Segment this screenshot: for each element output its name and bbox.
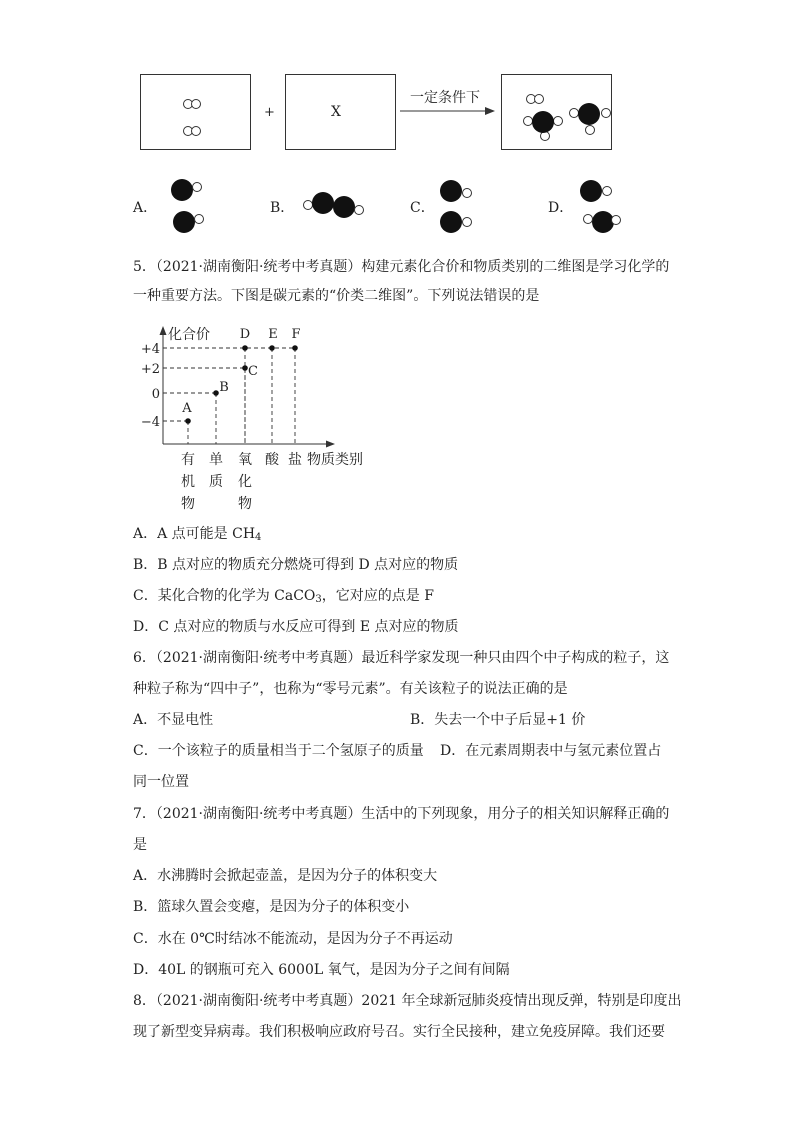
- q5-option-b: B．B 点对应的物质充分燃烧可得到 D 点对应的物质: [133, 557, 459, 573]
- q7-stem-line2: 是: [133, 837, 147, 853]
- x-tick-label: 有: [181, 452, 195, 468]
- data-point-e: [269, 345, 275, 351]
- q7-option-d: D．40L 的钢瓶可充入 6000L 氧气，是因为分子之间有间隔: [133, 962, 510, 978]
- point-label-d: D: [239, 327, 251, 342]
- option-a-molecule-icon: [158, 176, 208, 238]
- q7-stem-line1: 7．（2021·湖南衡阳·统考中考真题）生活中的下列现象，用分子的相关知识解释正确的: [133, 806, 670, 822]
- q5-option-c: [133, 586, 434, 610]
- x-tick-label: 质: [209, 474, 223, 490]
- q5-option-a-subscript: 4: [255, 532, 262, 543]
- option-b-molecule-icon: [302, 189, 368, 221]
- q5-option-c-tail: ，它对应的点是 F: [321, 588, 434, 604]
- q5-option-a: [133, 524, 261, 548]
- point-label-a: A: [182, 401, 192, 416]
- q5-option-c-subscript: 3: [315, 594, 322, 605]
- product-molecules-icon: [502, 75, 611, 149]
- reaction-arrow-icon: [399, 105, 497, 117]
- y-axis-label: 化合价: [168, 327, 210, 343]
- x-tick-label: 氧: [238, 452, 252, 468]
- y-tick-label: 0: [151, 387, 160, 402]
- q6-option-a: A．不显电性: [133, 712, 214, 728]
- y-axis-arrow: [160, 326, 167, 335]
- q8-stem-line2: 现了新型变异病毒。我们积极响应政府号召。实行全民接种，建立免疫屏障。我们还要: [133, 1024, 665, 1040]
- point-label-c: C: [248, 364, 258, 379]
- q6-stem-line2: 种粒子称为“四中子”，也称为“零号元素”。有关该粒子的说法正确的是: [133, 681, 568, 697]
- x-tick-label: 物: [181, 496, 195, 512]
- x-axis-arrow: [326, 441, 335, 448]
- q6-option-d-line1: D．在元素周期表中与氢元素位置占: [440, 743, 662, 759]
- q7-option-b: B．篮球久置会变瘪，是因为分子的体积变小: [133, 899, 410, 915]
- option-c-molecule-icon: [438, 178, 478, 238]
- point-label-e: E: [268, 327, 278, 342]
- x-tick-label: 单: [209, 452, 223, 468]
- point-label-b: B: [219, 380, 229, 395]
- x-tick-label: 盐: [288, 452, 302, 468]
- q4-option-a-label: A．: [133, 200, 158, 216]
- hydrogen-molecules-icon: [141, 75, 250, 149]
- reaction-condition: 一定条件下: [410, 90, 480, 106]
- data-point-d: [242, 345, 248, 351]
- plus-sign: +: [264, 105, 275, 120]
- q4-option-b-label: B．: [270, 200, 295, 216]
- x-tick-label: 物: [238, 496, 252, 512]
- q5-stem-line2: 一种重要方法。下图是碳元素的“价类二维图”。下列说法错误的是: [133, 288, 540, 304]
- product-box: [501, 74, 612, 150]
- q5-stem-line1: 5．（2021·湖南衡阳·统考中考真题）构建元素化合价和物质类别的二维图是学习化学的: [133, 259, 670, 275]
- q4-option-c-label: C．: [410, 200, 435, 216]
- y-tick-label: −4: [140, 415, 160, 430]
- reactant-box-1: [140, 74, 251, 150]
- x-label: X: [331, 104, 341, 120]
- point-label-f: F: [291, 327, 301, 342]
- q6-option-d-line2: 同一位置: [133, 774, 189, 790]
- data-point-f: [292, 345, 298, 351]
- data-point-c: [242, 365, 248, 371]
- reactant-box-x: [285, 74, 396, 150]
- q6-option-b: B．失去一个中子后显+1 价: [410, 712, 586, 728]
- q6-option-c: C．一个该粒子的质量相当于二个氢原子的质量: [133, 743, 424, 759]
- q7-option-a: A．水沸腾时会掀起壶盖，是因为分子的体积变大: [133, 868, 438, 884]
- q6-stem-line1: 6．（2021·湖南衡阳·统考中考真题）最近科学家发现一种只由四个中子构成的粒子，这: [133, 650, 670, 666]
- x-tick-label: 机: [181, 474, 195, 490]
- q8-stem-line1: 8．（2021·湖南衡阳·统考中考真题）2021 年全球新冠肺炎疫情出现反弹，特别是印度出: [133, 993, 682, 1009]
- data-point-b: [213, 390, 219, 396]
- option-d-molecule-icon: [576, 176, 622, 238]
- x-tick-label: 化: [238, 474, 252, 490]
- q4-option-d-label: D．: [548, 200, 574, 216]
- valence-class-chart: [130, 318, 380, 513]
- q5-option-c-text: C．某化合物的化学为 CaCO: [133, 588, 316, 604]
- q5-option-d: D．C 点对应的物质与水反应可得到 E 点对应的物质: [133, 619, 459, 635]
- y-tick-label: +2: [140, 362, 160, 377]
- x-axis-label: 物质类别: [307, 452, 363, 468]
- x-tick-label: 酸: [265, 452, 279, 468]
- q7-option-c: C．水在 0℃时结冰不能流动，是因为分子不再运动: [133, 931, 453, 947]
- q5-option-a-text: A．A 点可能是 CH: [133, 526, 256, 542]
- y-tick-label: +4: [140, 342, 160, 357]
- data-point-a: [185, 418, 191, 424]
